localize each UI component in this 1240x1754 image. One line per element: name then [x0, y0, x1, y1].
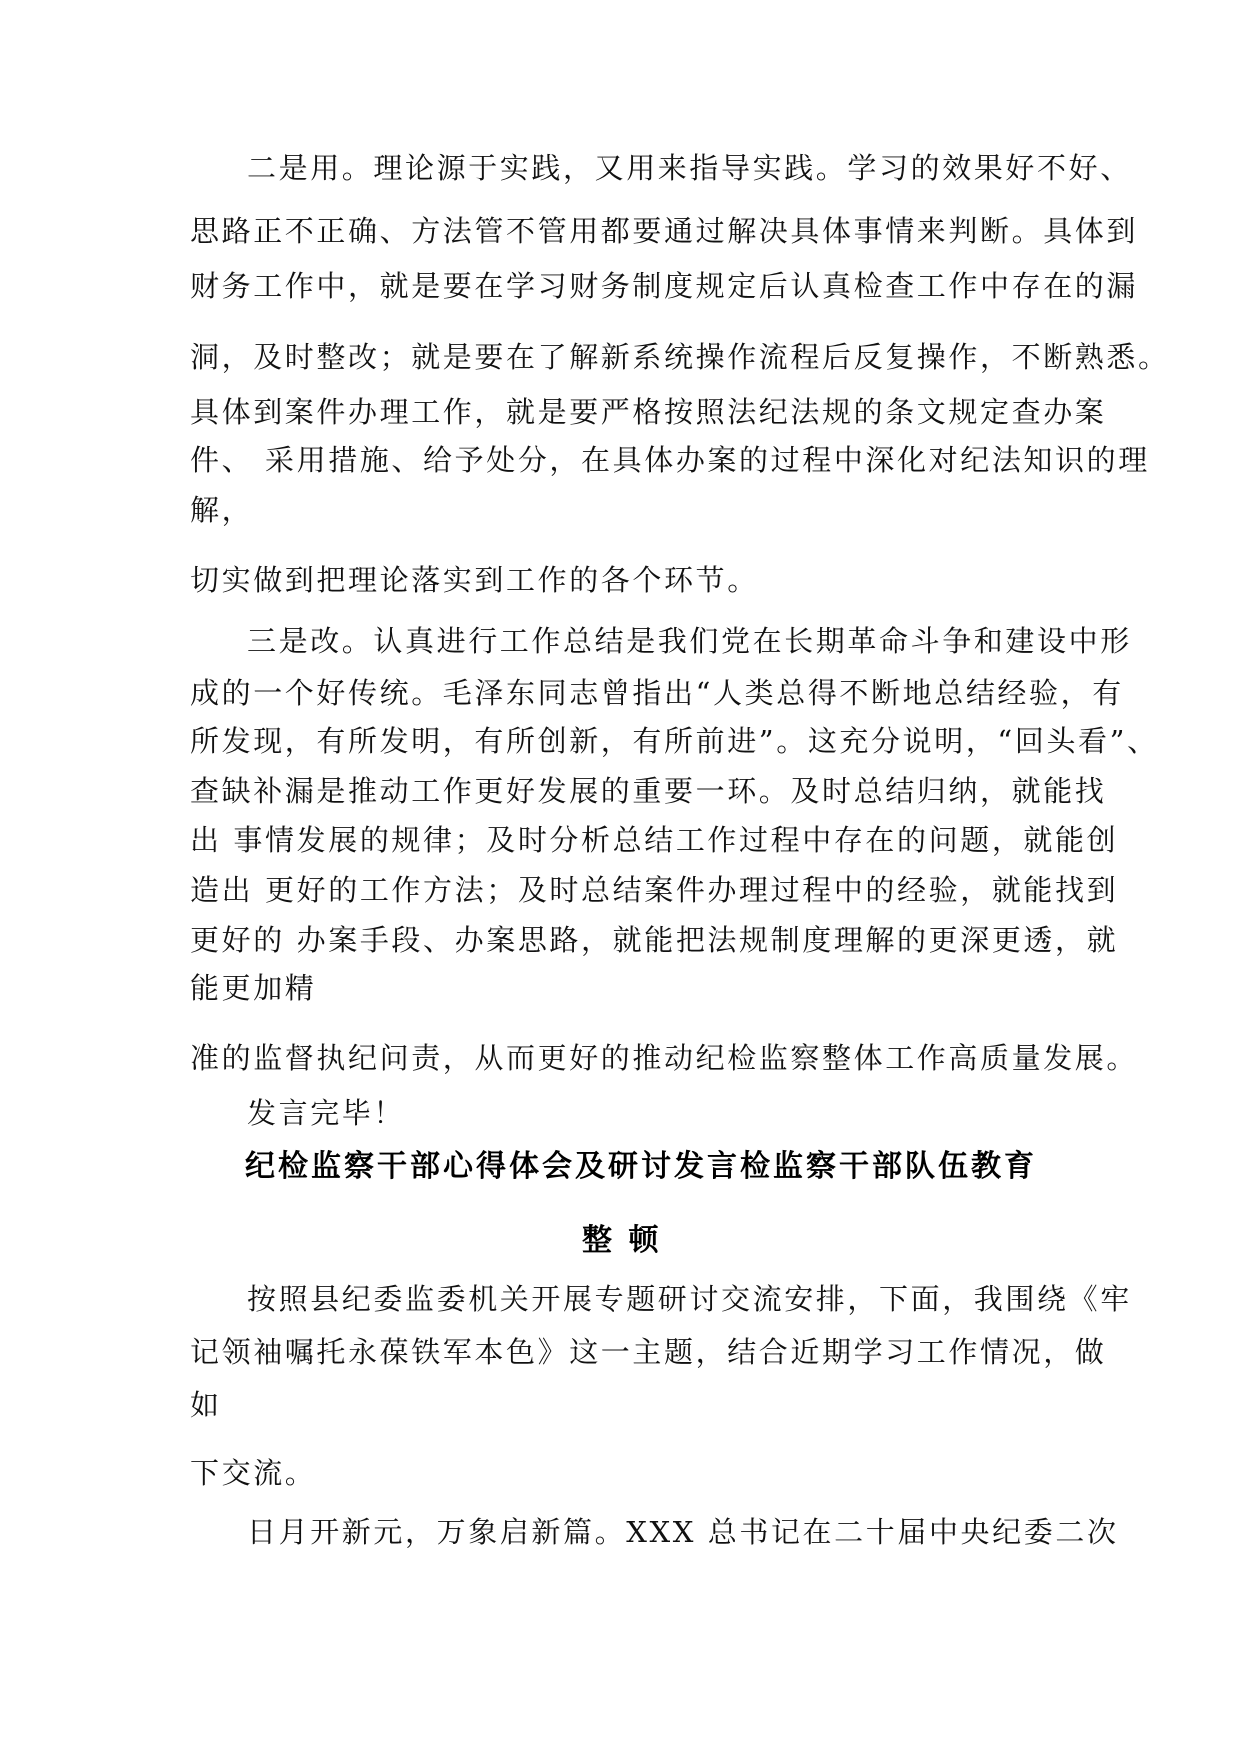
paragraph-line: 所发现，有所发明，有所创新，有所前进”。这充分说明，“回头看”、 — [190, 724, 1159, 758]
paragraph-line: 如 — [190, 1388, 222, 1422]
paragraph-line: 日月开新元，万象启新篇。XXX 总书记在二十届中央纪委二次 — [247, 1515, 1119, 1549]
paragraph-line: 查缺补漏是推动工作更好发展的重要一环。及时总结归纳，就能找 — [190, 774, 1107, 808]
paragraph-line: 具体到案件办理工作，就是要严格按照法纪法规的条文规定查办案 — [190, 395, 1107, 429]
paragraph-line: 能更加精 — [190, 971, 317, 1005]
paragraph-line: 出 事情发展的规律；及时分析总结工作过程中存在的问题，就能创 — [190, 823, 1119, 857]
paragraph-line: 造出 更好的工作方法；及时总结案件办理过程中的经验，就能找到 — [190, 873, 1119, 907]
document-title-continued: 整 顿 — [582, 1223, 662, 1258]
paragraph-line: 准的监督执纪问责，从而更好的推动纪检监察整体工作高质量发展。 — [190, 1041, 1139, 1075]
paragraph-line: 更好的 办案手段、办案思路，就能把法规制度理解的更深更透，就 — [190, 923, 1119, 957]
paragraph-line: 二是用。理论源于实践，又用来指导实践。学习的效果好不好、 — [247, 151, 1132, 185]
paragraph-line: 下交流。 — [190, 1456, 317, 1490]
paragraph-line: 按照县纪委监委机关开展专题研讨交流安排，下面，我围绕《牢 — [247, 1282, 1132, 1316]
paragraph-line: 思路正不正确、方法管不管用都要通过解决具体事情来判断。具体到 — [190, 214, 1139, 248]
paragraph-line: 三是改。认真进行工作总结是我们党在长期革命斗争和建设中形 — [247, 624, 1132, 658]
paragraph-line: 发言完毕！ — [247, 1096, 406, 1130]
paragraph-line: 成的一个好传统。毛泽东同志曾指出“人类总得不断地总结经验，有 — [190, 676, 1124, 710]
paragraph-line: 切实做到把理论落实到工作的各个环节。 — [190, 563, 759, 597]
paragraph-line: 记领袖嘱托永葆铁军本色》这一主题，结合近期学习工作情况，做 — [190, 1335, 1107, 1369]
document-title: 纪检监察干部心得体会及研讨发言检监察干部队伍教育 — [245, 1149, 1037, 1184]
paragraph-line: 件、 采用措施、给予处分，在具体办案的过程中深化对纪法知识的理 — [190, 443, 1150, 477]
paragraph-line: 解， — [190, 493, 254, 527]
paragraph-line: 洞，及时整改；就是要在了解新系统操作流程后反复操作，不断熟悉。 — [190, 340, 1170, 374]
paragraph-line: 财务工作中，就是要在学习财务制度规定后认真检查工作中存在的漏 — [190, 269, 1139, 303]
